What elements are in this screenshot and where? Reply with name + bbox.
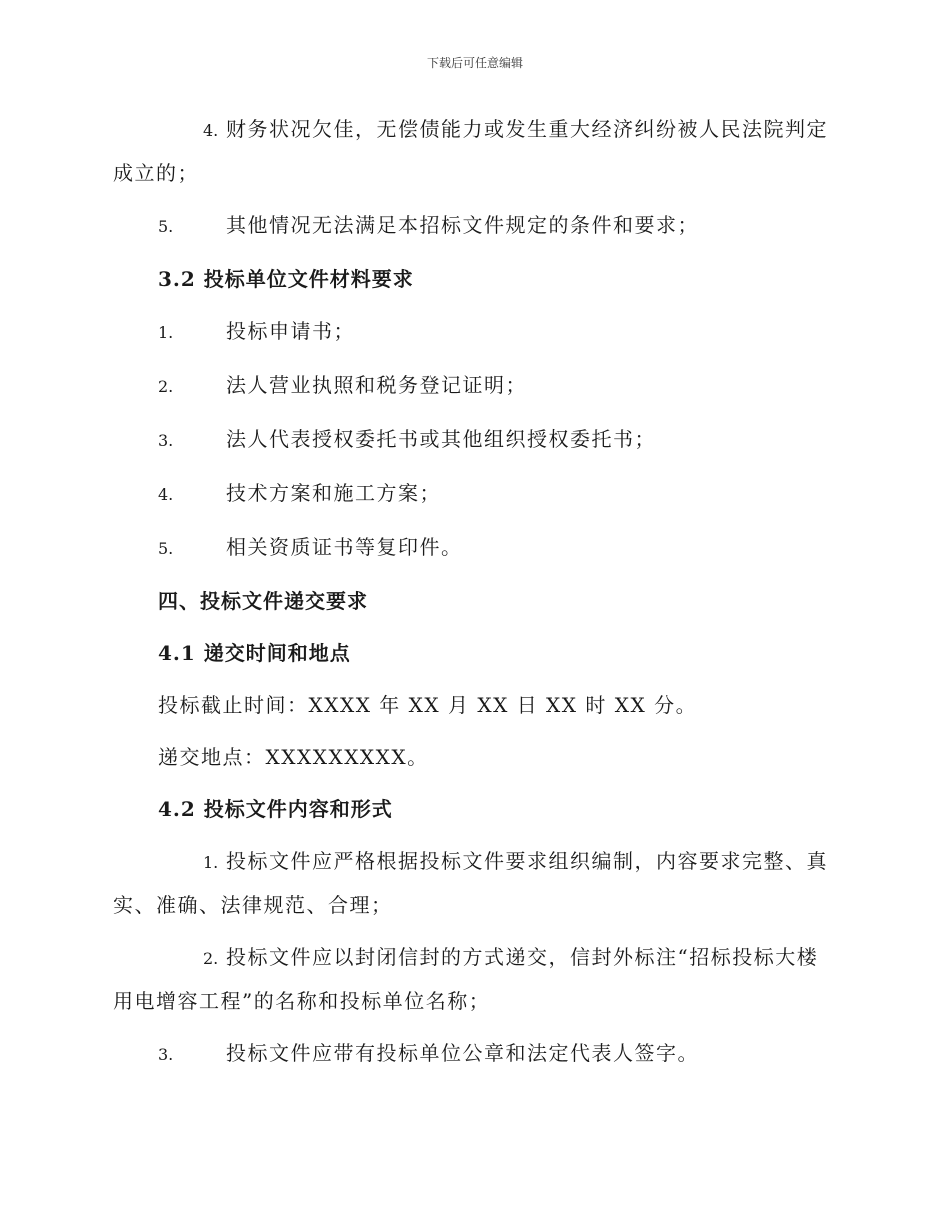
- section-heading-4-2: 4.2 投标文件内容和形式: [158, 797, 393, 821]
- section-heading-4-1: 4.1 递交时间和地点: [158, 641, 351, 665]
- item-text: 投标文件应以封闭信封的方式递交，信封外标注“招标投标大楼用电增容工程”的名称和投标单位名称；: [113, 945, 819, 1013]
- item-number: 2.: [203, 949, 219, 968]
- item-number: 2.: [158, 377, 174, 396]
- list-item: [113, 472, 833, 516]
- list-item: [113, 936, 833, 1022]
- document-body: [113, 108, 833, 1086]
- list-item: [113, 204, 833, 248]
- item-number: 4.: [203, 121, 219, 140]
- item-text: 财务状况欠佳，无偿债能力或发生重大经济纠纷被人民法院判定成立的；: [113, 117, 828, 185]
- item-text: 投标申请书；: [226, 319, 355, 343]
- list-item: [113, 310, 833, 354]
- header-note: 下载后可任意编辑: [426, 56, 523, 70]
- list-item: [113, 526, 833, 570]
- item-number: 3.: [158, 431, 174, 450]
- item-text: 法人代表授权委托书或其他组织授权委托书；: [226, 427, 656, 451]
- deadline-text: 投标截止时间：XXXX 年 XX 月 XX 日 XX 时 XX 分。: [158, 693, 698, 717]
- list-item: [113, 364, 833, 408]
- item-text: 其他情况无法满足本招标文件规定的条件和要求；: [226, 213, 699, 237]
- item-number: 1.: [158, 323, 174, 342]
- item-text: 相关资质证书等复印件。: [226, 535, 463, 559]
- list-item: [113, 108, 833, 194]
- item-text: 技术方案和施工方案；: [226, 481, 441, 505]
- list-item: [113, 840, 833, 926]
- item-number: 1.: [203, 853, 219, 872]
- list-item: [113, 418, 833, 462]
- section-heading-4: 四、投标文件递交要求: [158, 589, 368, 613]
- item-text: 法人营业执照和税务登记证明；: [226, 373, 527, 397]
- item-number: 4.: [158, 485, 174, 504]
- list-item: [113, 1032, 833, 1076]
- item-number: 5.: [158, 217, 174, 236]
- section-heading-3-2: 3.2 投标单位文件材料要求: [158, 267, 414, 291]
- item-number: 5.: [158, 539, 174, 558]
- item-number: 3.: [158, 1045, 174, 1064]
- location-text: 递交地点：XXXXXXXXX。: [158, 745, 429, 769]
- item-text: 投标文件应严格根据投标文件要求组织编制，内容要求完整、真实、准确、法律规范、合理；: [113, 849, 828, 917]
- item-text: 投标文件应带有投标单位公章和法定代表人签字。: [226, 1041, 699, 1065]
